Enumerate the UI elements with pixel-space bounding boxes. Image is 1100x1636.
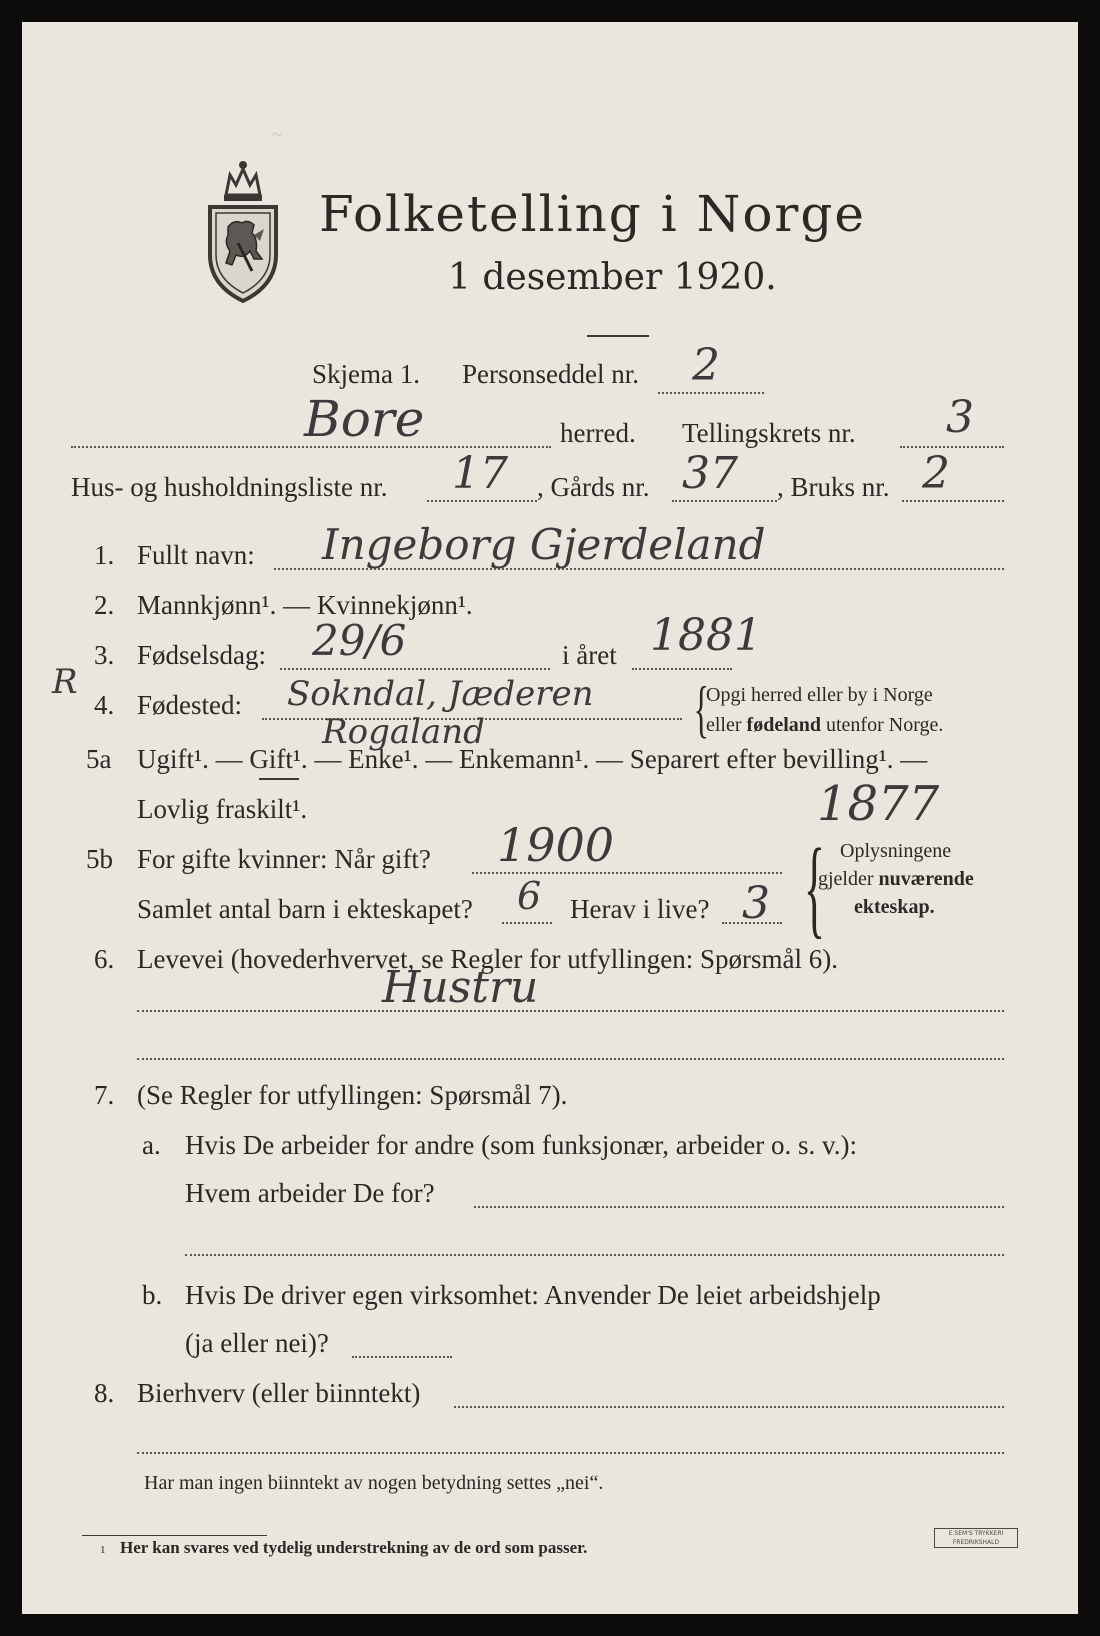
- q7b-letter: b.: [142, 1280, 163, 1310]
- q7a-line1[interactable]: [474, 1206, 1004, 1208]
- herred-label: herred.: [560, 418, 636, 448]
- gards-label: , Gårds nr.: [537, 472, 650, 502]
- q8-note: Har man ingen biinntekt av nogen betydning settes „nei“.: [144, 1472, 604, 1494]
- q3-number: 3.: [94, 640, 115, 670]
- q7a-label: Hvis De arbeider for andre (som funksjonær, arbeider o. s. v.):: [185, 1130, 857, 1160]
- q3-label: Fødselsdag:: [137, 640, 267, 670]
- q7a-line2[interactable]: [185, 1254, 1004, 1256]
- q4-value-line1: Sokndal, Jæderen: [287, 674, 594, 714]
- q4-note-word-utenfor: utenfor Norge.: [826, 714, 944, 736]
- q3-line[interactable]: [280, 668, 550, 670]
- q4-brace: {: [693, 673, 710, 744]
- q8-line1[interactable]: [454, 1406, 1004, 1408]
- q5b-note-line3: ekteskap.: [854, 896, 935, 918]
- q5b-alive-value: 3: [742, 878, 770, 929]
- printer-stamp: [934, 1528, 1018, 1548]
- q4-note-line1: Opgi herred eller by i Norge: [706, 684, 933, 706]
- q1-value: Ingeborg Gjerdeland: [322, 520, 766, 569]
- q5b-brace: {: [803, 826, 825, 948]
- q5b-note-line1: Oplysningene: [840, 840, 952, 862]
- personseddel-line[interactable]: [658, 392, 764, 394]
- q5b-note-word-nuvaerende: nuværende: [878, 868, 974, 890]
- bruks-line[interactable]: [902, 500, 1004, 502]
- q5b-number: 5b: [86, 844, 113, 874]
- footnote-text: Her kan svares ved tydelig understrekning av de ord som passer.: [120, 1538, 588, 1557]
- q4-note-word-fodeland: fødeland: [746, 714, 821, 736]
- bruks-value: 2: [922, 448, 950, 499]
- q6-line2[interactable]: [137, 1058, 1004, 1060]
- q8-number: 8.: [94, 1378, 115, 1408]
- q4-note-line2: [706, 714, 943, 737]
- q8-line2[interactable]: [137, 1452, 1004, 1454]
- q7b-line[interactable]: [352, 1356, 452, 1358]
- q5b-children-label: Samlet antal barn i ekteskapet?: [137, 894, 473, 924]
- form-title: Folketelling i Norge: [319, 185, 866, 243]
- q5b-note-line2: [818, 868, 974, 891]
- q1-number: 1.: [94, 540, 115, 570]
- q7a-letter: a.: [142, 1130, 161, 1160]
- q7-number: 7.: [94, 1080, 115, 1110]
- q5b-label: For gifte kvinner: Når gift?: [137, 844, 431, 874]
- q4-note-word-eller: eller: [706, 714, 742, 736]
- q7b-label: Hvis De driver egen virksomhet: Anvender De leiet arbeidshjelp: [185, 1280, 881, 1310]
- q5b-children-line[interactable]: [502, 922, 552, 924]
- q5b-note-word-gjelder: gjelder: [818, 868, 874, 890]
- printer-stamp-line1: E.SEM'S TRYKKERI: [948, 1530, 1004, 1537]
- q2-label: Mannkjønn¹. — Kvinnekjønn¹.: [137, 590, 473, 620]
- bruks-label: , Bruks nr.: [777, 472, 890, 502]
- q1-label: Fullt navn:: [137, 540, 255, 570]
- gards-value: 37: [682, 448, 738, 499]
- q3-year-label: i året: [562, 640, 617, 670]
- coat-of-arms-icon: [198, 155, 288, 305]
- footnote-mark: 1: [100, 1544, 106, 1556]
- q6-label: Levevei (hovederhvervet, se Regler for utfyllingen: Spørsmål 6).: [137, 944, 839, 974]
- q2-number: 2.: [94, 590, 115, 620]
- q5a-label-line2: Lovlig fraskilt¹.: [137, 794, 308, 824]
- q7a-label-line2: Hvem arbeider De for?: [185, 1178, 435, 1208]
- q7b-label-line2: (ja eller nei)?: [185, 1328, 329, 1358]
- q5a-number: 5a: [86, 744, 112, 774]
- q4-value-line2: Rogaland: [322, 712, 485, 752]
- q4-label: Fødested:: [137, 690, 242, 720]
- title-divider: [587, 335, 649, 337]
- q8-label: Bierhverv (eller biinntekt): [137, 1378, 421, 1408]
- personseddel-label: Personseddel nr.: [462, 359, 639, 389]
- printer-stamp-line2: FREDRIKSHALD: [952, 1539, 1000, 1546]
- footnote-divider: [82, 1535, 267, 1536]
- tellingskrets-label: Tellingskrets nr.: [682, 418, 856, 448]
- herred-value: Bore: [304, 390, 425, 448]
- q3-value: 29/6: [312, 616, 407, 665]
- q4-number: 4.: [94, 690, 115, 720]
- q6-number: 6.: [94, 944, 115, 974]
- personseddel-value: 2: [692, 340, 720, 391]
- q5b-children-value: 6: [517, 874, 542, 918]
- q3-year-value: 1881: [650, 610, 762, 661]
- tellingskrets-line[interactable]: [900, 446, 1004, 448]
- tellingskrets-value: 3: [946, 392, 974, 443]
- q5b-value: 1900: [497, 818, 615, 872]
- q6-value: Hustru: [382, 962, 539, 1013]
- margin-note: R: [52, 662, 78, 702]
- gards-line[interactable]: [672, 500, 777, 502]
- skjema-label: Skjema 1.: [312, 359, 420, 389]
- bleed-through-text: ~: [272, 124, 283, 146]
- husholdningsliste-label: Hus- og husholdningsliste nr.: [71, 472, 388, 502]
- husholdningsliste-value: 17: [452, 448, 508, 499]
- census-form-page: [22, 22, 1078, 1614]
- gift-underline: [259, 778, 299, 780]
- q3-year-line[interactable]: [632, 668, 732, 670]
- q6-line1[interactable]: [137, 1010, 1004, 1012]
- census-date: 1 desember 1920.: [448, 257, 777, 298]
- q5a-year-annotation: 1877: [817, 776, 940, 832]
- q7-label: (Se Regler for utfyllingen: Spørsmål 7).: [137, 1080, 568, 1110]
- husholdningsliste-line[interactable]: [427, 500, 537, 502]
- q5b-alive-label: Herav i live?: [570, 894, 710, 924]
- q5a-label: Ugift¹. — Gift¹. — Enke¹. — Enkemann¹. — Separert efter bevilling¹. —: [137, 744, 928, 774]
